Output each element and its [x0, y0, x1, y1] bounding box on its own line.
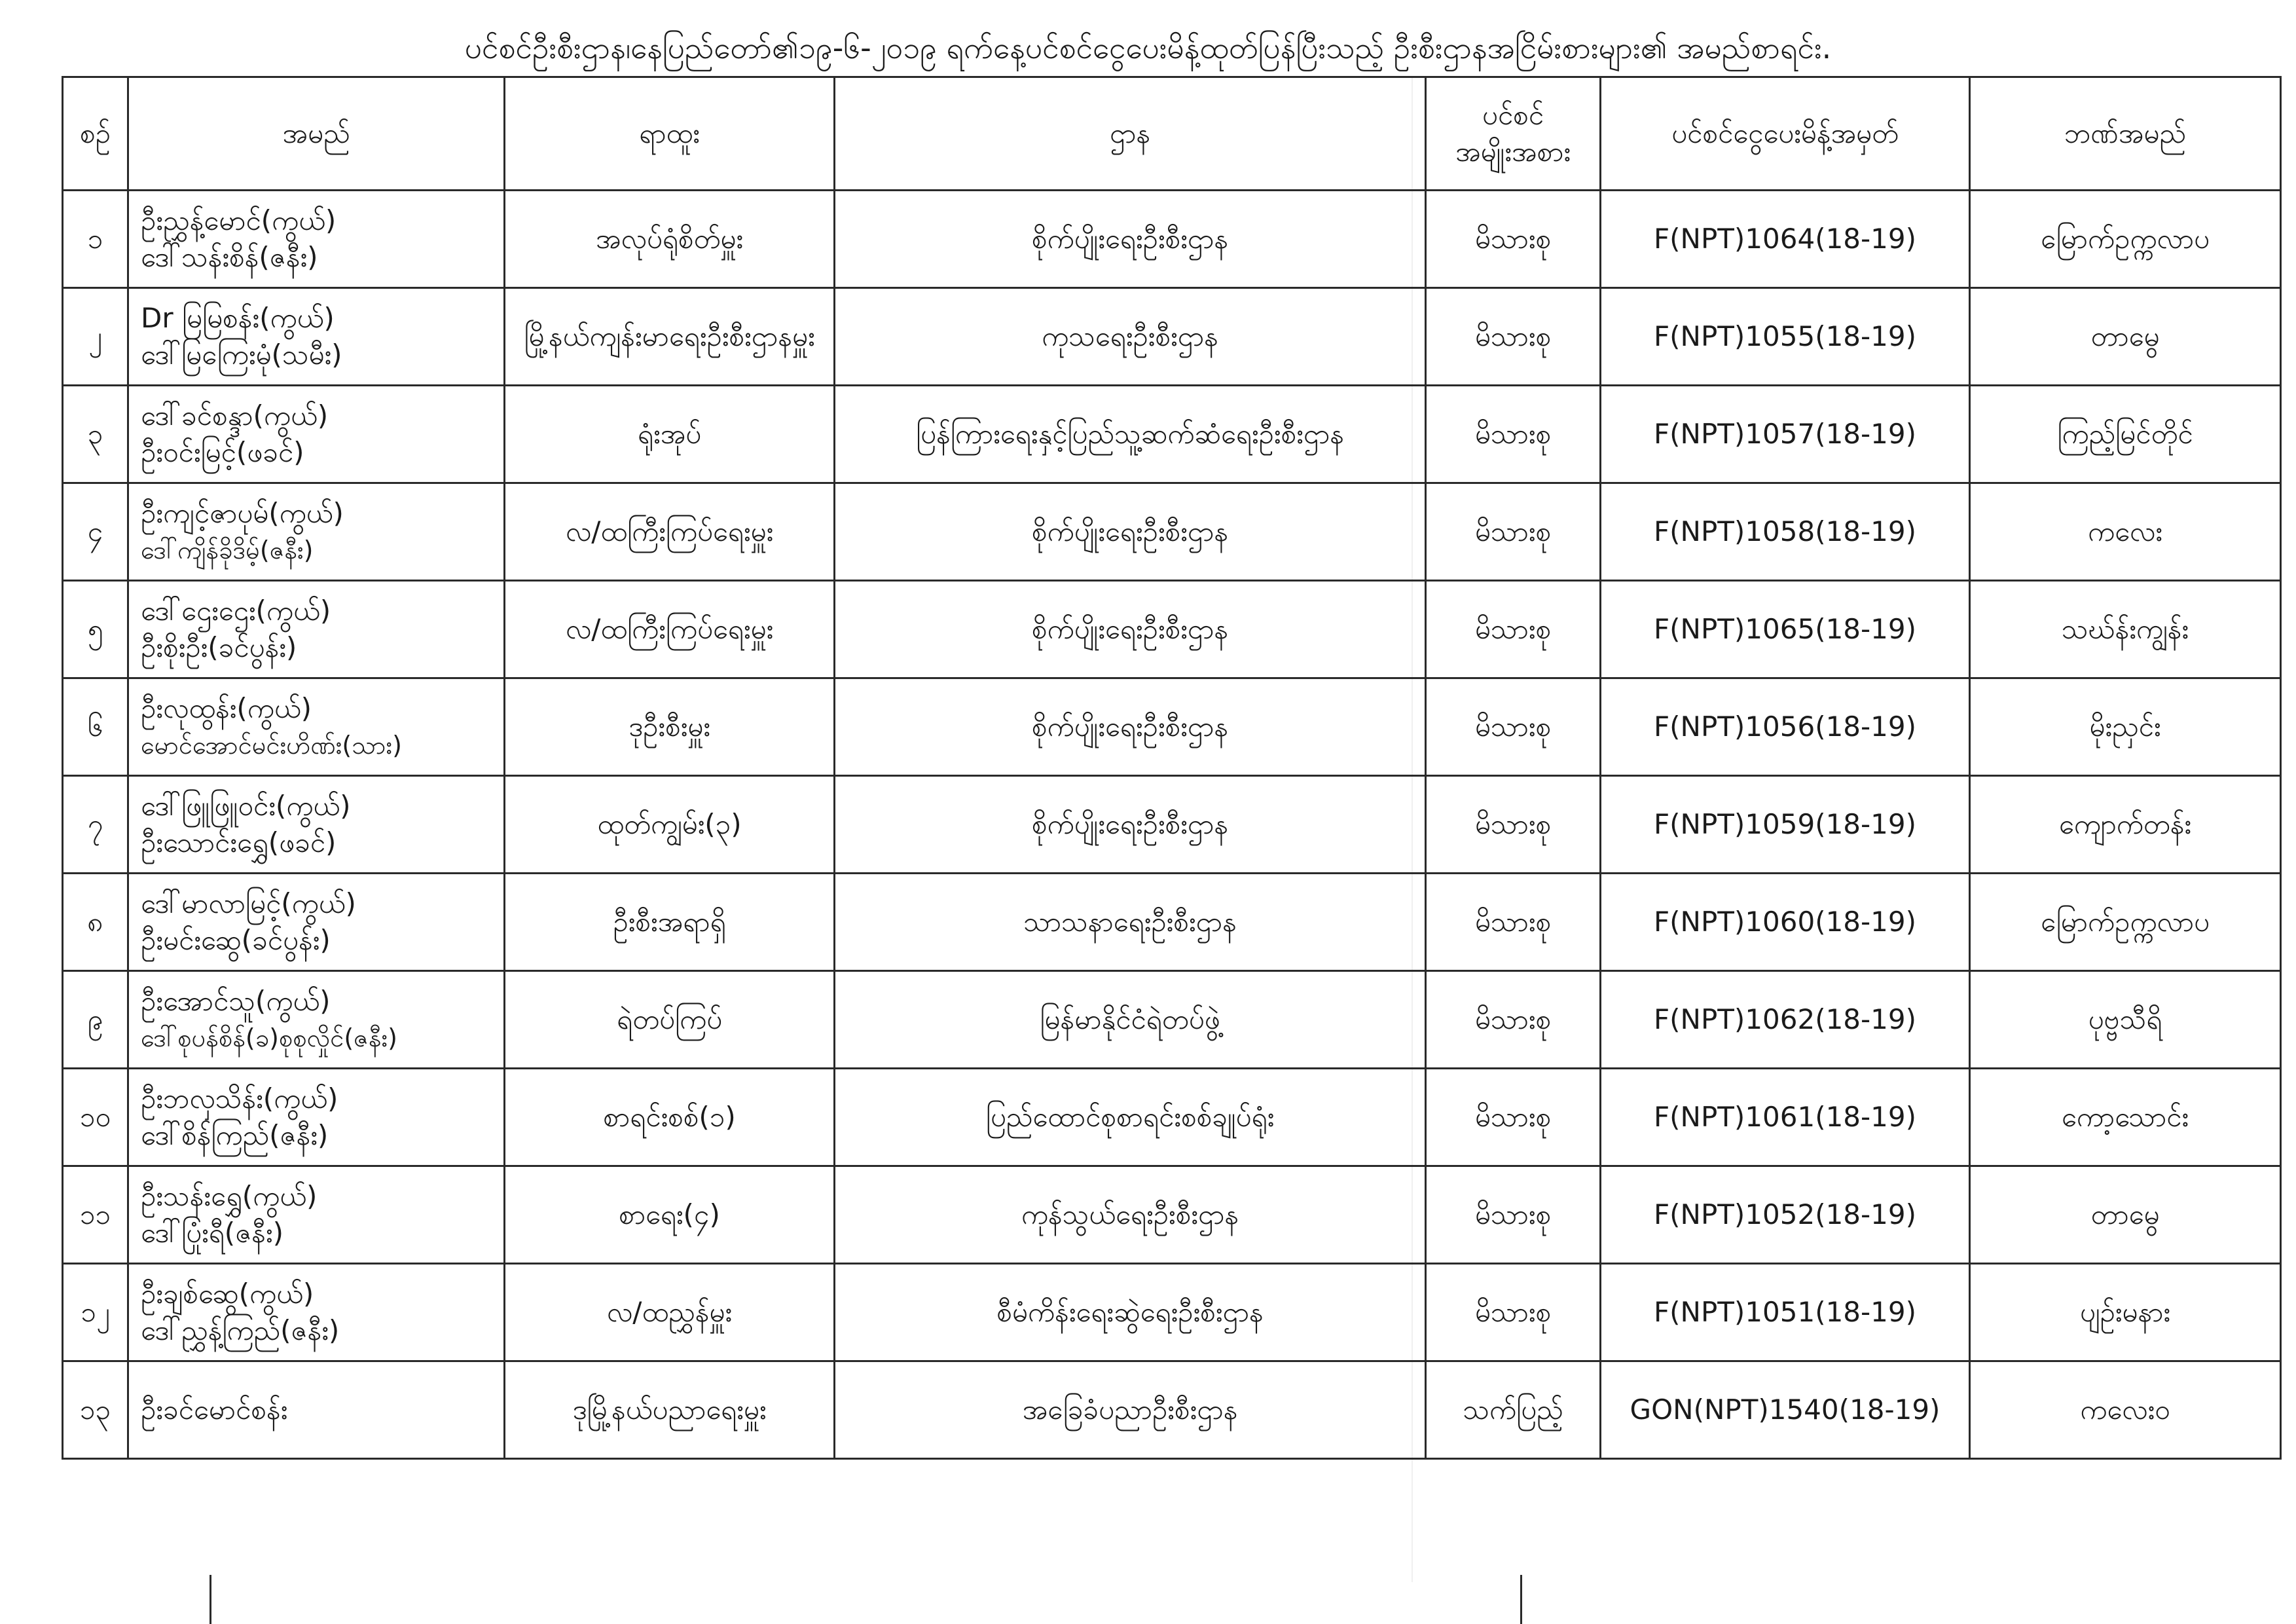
order-number-cell: F(NPT)1062(18-19)	[1601, 971, 1970, 1069]
col-position-header: ရာထူး	[505, 77, 835, 191]
primary-name: ဒေါ်ဖြူဖြူဝင်း(ကွယ်)	[141, 790, 351, 822]
bank-cell: ကော့သောင်း	[1970, 1069, 2281, 1166]
department-cell: စိုက်ပျိုးရေးဦးစီးဌာန	[835, 191, 1426, 288]
row-number: ၈	[63, 874, 128, 971]
table-row	[63, 776, 2281, 874]
name-cell	[128, 1361, 505, 1459]
col-department-header: ဌာန	[835, 77, 1426, 191]
row-number: ၇	[63, 776, 128, 874]
pension-type-cell: မိသားစု	[1426, 483, 1601, 581]
pension-type-cell: မိသားစု	[1426, 971, 1601, 1069]
table-row	[63, 386, 2281, 483]
pension-type-cell: မိသားစု	[1426, 386, 1601, 483]
table-row	[63, 483, 2281, 581]
row-number: ၁၂	[63, 1264, 128, 1361]
header-row	[63, 77, 2281, 191]
table-row	[63, 1361, 2281, 1459]
pension-type-cell: မိသားစု	[1426, 874, 1601, 971]
primary-name: ဒေါ်ဌေးဌေး(ကွယ်)	[141, 595, 331, 627]
bank-cell: မြောက်ဥက္ကလာပ	[1970, 191, 2281, 288]
department-cell: အခြေခံပညာဦးစီးဌာန	[835, 1361, 1426, 1459]
bank-cell: ပုဗ္ဗသီရိ	[1970, 971, 2281, 1069]
beneficiary-name: ဒေါ်စိန်ကြည်(ဇနီး)	[141, 1119, 329, 1151]
row-number: ၁	[63, 191, 128, 288]
beneficiary-name: ဒေါ်စုပန်စိန်(ခ)စုစုလှိုင်(ဇနီး)	[141, 1024, 397, 1052]
position-cell: လ/ထကြီးကြပ်ရေးမှူး	[505, 581, 835, 678]
page-title: ပင်စင်ဦးစီးဌာန၊နေပြည်တော်၏၁၉-၆-၂၀၁၉ ရက်နေ့ပင်စင်ငွေပေးမိန့်ထုတ်ပြန်ပြီးသည့် ဦးစီးဌာနအငြိမ်းစားများ၏ အမည်စာရင်း.	[464, 30, 1832, 65]
position-cell: လ/ထညွှန်မှူး	[505, 1264, 835, 1361]
order-number-cell: GON(NPT)1540(18-19)	[1601, 1361, 1970, 1459]
bottom-border-left	[210, 1575, 211, 1624]
pension-type-cell: သက်ပြည့်	[1426, 1361, 1601, 1459]
bottom-border-right	[1520, 1575, 1522, 1624]
beneficiary-name: ဒေါ်သန်းစိန်(ဇနီး)	[141, 241, 318, 273]
table-row	[63, 1264, 2281, 1361]
department-cell: စိုက်ပျိုးရေးဦးစီးဌာန	[835, 581, 1426, 678]
department-cell: မြန်မာနိုင်ငံရဲတပ်ဖွဲ့	[835, 971, 1426, 1069]
department-cell: ကုန်သွယ်ရေးဦးစီးဌာန	[835, 1166, 1426, 1264]
order-number-cell: F(NPT)1055(18-19)	[1601, 288, 1970, 386]
table-row	[63, 1166, 2281, 1264]
name-cell	[128, 191, 505, 288]
bank-cell: မိုးညှင်း	[1970, 678, 2281, 776]
col-pension-type-header: ပင်စင် အမျိုးအစား	[1426, 77, 1601, 191]
order-number-cell: F(NPT)1056(18-19)	[1601, 678, 1970, 776]
primary-name: ဒေါ်ခင်စန္ဒာ(ကွယ်)	[141, 399, 329, 432]
col-bank-header: ဘဏ်အမည်	[1970, 77, 2281, 191]
name-cell	[128, 386, 505, 483]
name-cell	[128, 1166, 505, 1264]
department-cell: စိုက်ပျိုးရေးဦးစီးဌာန	[835, 776, 1426, 874]
order-number-cell: F(NPT)1051(18-19)	[1601, 1264, 1970, 1361]
order-number-cell: F(NPT)1059(18-19)	[1601, 776, 1970, 874]
order-number-cell: F(NPT)1065(18-19)	[1601, 581, 1970, 678]
table-body	[63, 191, 2281, 1459]
bank-cell: ကြည့်မြင်တိုင်	[1970, 386, 2281, 483]
order-number-cell: F(NPT)1060(18-19)	[1601, 874, 1970, 971]
row-number: ၂	[63, 288, 128, 386]
position-cell: ရဲတပ်ကြပ်	[505, 971, 835, 1069]
department-cell: ပြည်ထောင်စုစာရင်းစစ်ချုပ်ရုံး	[835, 1069, 1426, 1166]
order-number-cell: F(NPT)1064(18-19)	[1601, 191, 1970, 288]
department-cell: စိုက်ပျိုးရေးဦးစီးဌာန	[835, 483, 1426, 581]
position-cell: စာရေး(၄)	[505, 1166, 835, 1264]
department-cell: စိုက်ပျိုးရေးဦးစီးဌာန	[835, 678, 1426, 776]
name-cell	[128, 288, 505, 386]
beneficiary-name: ဦးသောင်းရွှေ(ဖခင်)	[141, 826, 337, 858]
row-number: ၁၃	[63, 1361, 128, 1459]
pension-type-cell: မိသားစု	[1426, 191, 1601, 288]
pension-type-cell: မိသားစု	[1426, 776, 1601, 874]
col-name-header: အမည်	[128, 77, 505, 191]
department-cell: သာသနာရေးဦးစီးဌာန	[835, 874, 1426, 971]
position-cell: လ/ထကြီးကြပ်ရေးမှူး	[505, 483, 835, 581]
order-number-cell: F(NPT)1061(18-19)	[1601, 1069, 1970, 1166]
beneficiary-name: ဦးစိုးဦး(ခင်ပွန်း)	[141, 631, 297, 663]
col-no-header: စဉ်	[63, 77, 128, 191]
table-row	[63, 971, 2281, 1069]
beneficiary-name: ဒေါ်ညွှန့်ကြည်(ဇနီး)	[141, 1314, 340, 1346]
department-cell: ကုသရေးဦးစီးဌာန	[835, 288, 1426, 386]
beneficiary-name: ဦးမင်းဆွေ(ခင်ပွန်း)	[141, 924, 331, 956]
position-cell: စာရင်းစစ်(၁)	[505, 1069, 835, 1166]
table-row	[63, 1069, 2281, 1166]
table-row	[63, 678, 2281, 776]
position-cell: အလုပ်ရုံစိတ်မှူး	[505, 191, 835, 288]
pension-type-cell: မိသားစု	[1426, 288, 1601, 386]
department-cell: ပြန်ကြားရေးနှင့်ပြည်သူ့ဆက်ဆံရေးဦးစီးဌာန	[835, 386, 1426, 483]
order-number-cell: F(NPT)1057(18-19)	[1601, 386, 1970, 483]
col-order-no-header: ပင်စင်ငွေပေးမိန့်အမှတ်	[1601, 77, 1970, 191]
bank-cell: သဃ်န်းကျွန်း	[1970, 581, 2281, 678]
position-cell: ဒုမြို့နယ်ပညာရေးမှူး	[505, 1361, 835, 1459]
bank-cell: တာမွေ	[1970, 288, 2281, 386]
position-cell: ထုတ်ကျွမ်း(၃)	[505, 776, 835, 874]
name-cell	[128, 581, 505, 678]
bank-cell: ကလေးဝ	[1970, 1361, 2281, 1459]
primary-name: ဒေါ်မာလာမြင့်(ကွယ်)	[141, 887, 356, 919]
row-number: ၁၁	[63, 1166, 128, 1264]
order-number-cell: F(NPT)1052(18-19)	[1601, 1166, 1970, 1264]
name-cell	[128, 776, 505, 874]
primary-name: ဦးကျင့်ဇာပုမ်(ကွယ်)	[141, 497, 344, 529]
position-cell: မြို့နယ်ကျန်းမာရေးဦးစီးဌာနမှူး	[505, 288, 835, 386]
pension-type-cell: မိသားစု	[1426, 1166, 1601, 1264]
primary-name: ဦးအောင်သူ(ကွယ်)	[141, 985, 331, 1017]
table-row	[63, 288, 2281, 386]
row-number: ၄	[63, 483, 128, 581]
primary-name: ဦးသန်းရွှေ(ကွယ်)	[141, 1180, 318, 1212]
name-cell	[128, 678, 505, 776]
position-cell: ဒုဦးစီးမှူး	[505, 678, 835, 776]
bank-cell: မြောက်ဥက္ကလာပ	[1970, 874, 2281, 971]
bank-cell: ပျဉ်းမနား	[1970, 1264, 2281, 1361]
primary-name: ဦးဘလှသိန်း(ကွယ်)	[141, 1082, 338, 1115]
table-row	[63, 581, 2281, 678]
beneficiary-name: ဦးဝင်းမြင့်(ဖခင်)	[141, 436, 304, 468]
pension-type-cell: မိသားစု	[1426, 1264, 1601, 1361]
row-number: ၃	[63, 386, 128, 483]
department-cell: စီမံကိန်းရေးဆွဲရေးဦးစီးဌာန	[835, 1264, 1426, 1361]
name-cell	[128, 1264, 505, 1361]
primary-name: ဦးညွှန့်မောင်(ကွယ်)	[141, 204, 337, 236]
bank-cell: ကျောက်တန်း	[1970, 776, 2281, 874]
primary-name: ဦးချစ်ဆွေ(ကွယ်)	[141, 1278, 314, 1310]
bank-cell: ကလေး	[1970, 483, 2281, 581]
beneficiary-name: မောင်အောင်မင်းဟိဏ်း(သား)	[141, 731, 402, 760]
table-row	[63, 191, 2281, 288]
beneficiary-name: ဒေါ်မြကြေးမုံ(သမီး)	[141, 339, 342, 371]
row-number: ၉	[63, 971, 128, 1069]
pension-type-cell: မိသားစု	[1426, 581, 1601, 678]
primary-name: ဦးလုထွန်း(ကွယ်)	[141, 692, 312, 724]
row-number: ၁၀	[63, 1069, 128, 1166]
primary-name: Dr မြမြစန်း(ကွယ်)	[141, 302, 335, 334]
pension-type-cell: မိသားစု	[1426, 1069, 1601, 1166]
name-cell	[128, 1069, 505, 1166]
row-number: ၆	[63, 678, 128, 776]
name-cell	[128, 971, 505, 1069]
primary-name: ဦးခင်မောင်စန်း	[141, 1393, 288, 1426]
table-row	[63, 874, 2281, 971]
beneficiary-name: ဒေါ်ပြုံးရီ(ဇနီး)	[141, 1217, 283, 1249]
pension-roster-table	[62, 76, 2282, 1460]
beneficiary-name: ဒေါ်ကျိန်ခိုဒိမ့်(ဇနီး)	[141, 536, 314, 564]
name-cell	[128, 874, 505, 971]
row-number: ၅	[63, 581, 128, 678]
position-cell: ဦးစီးအရာရှိ	[505, 874, 835, 971]
bank-cell: တာမွေ	[1970, 1166, 2281, 1264]
pension-type-cell: မိသားစု	[1426, 678, 1601, 776]
position-cell: ရုံးအုပ်	[505, 386, 835, 483]
order-number-cell: F(NPT)1058(18-19)	[1601, 483, 1970, 581]
name-cell	[128, 483, 505, 581]
